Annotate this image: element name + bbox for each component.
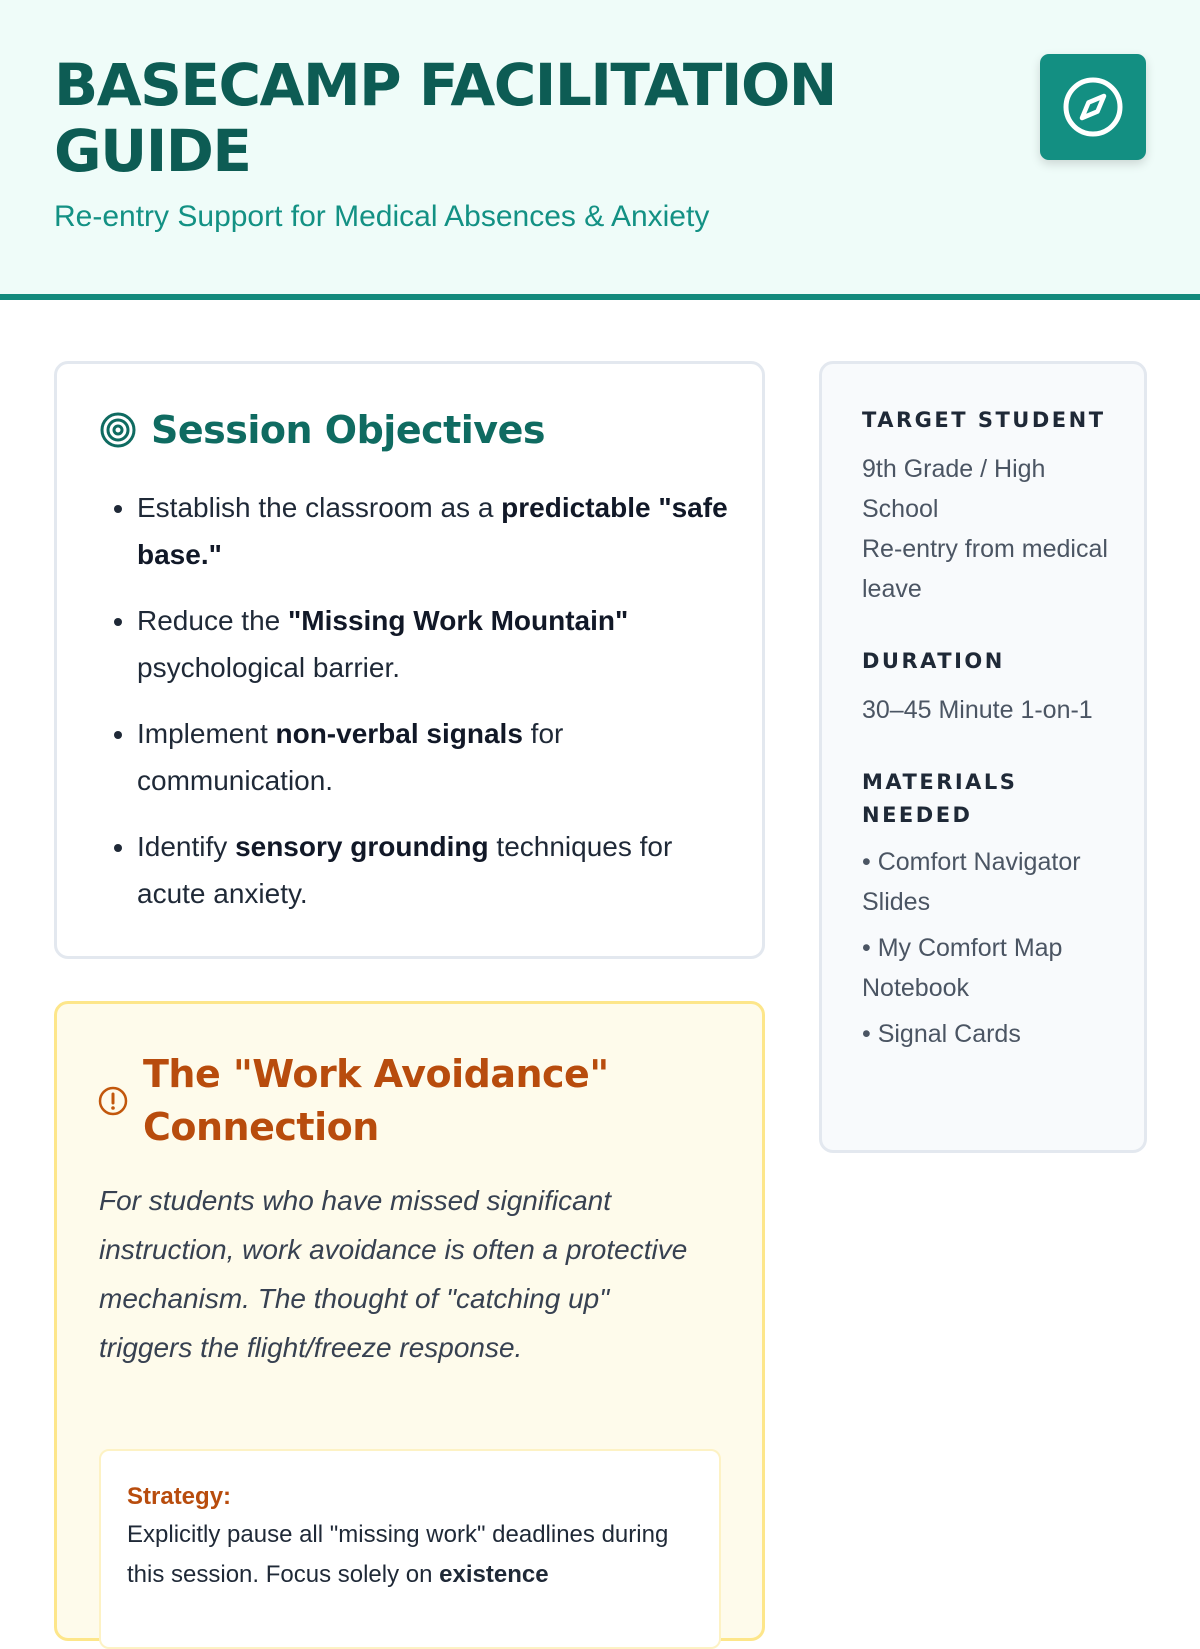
strategy-bold: existence [439, 1561, 549, 1588]
compass-button[interactable] [1040, 54, 1146, 160]
session-info-sidebar [819, 361, 1147, 1153]
materials-label: MATERIALS NEEDED [862, 770, 1018, 827]
strategy-label: Strategy: [127, 1483, 232, 1510]
list-item: • Signal Cards [862, 1020, 1021, 1048]
warning-header [97, 1048, 663, 1154]
duration-value: 30–45 Minute 1-on-1 [862, 696, 1093, 724]
strategy-box [99, 1449, 721, 1649]
warning-title: The "Work Avoidance" Connection [143, 1052, 609, 1149]
work-avoidance-card [54, 1001, 765, 1641]
objective-item: • Establish the classroom as a predictable "safe base." [137, 484, 737, 578]
objectives-list [111, 484, 737, 936]
objective-item: • Reduce the "Missing Work Mountain" psychological barrier. [137, 597, 737, 691]
strategy-text: Explicitly pause all "missing work" deadlines during this session. Focus solely on [127, 1521, 669, 1588]
objectives-title: Session Objectives [151, 408, 545, 452]
target-icon [99, 411, 137, 449]
target-student-label: TARGET STUDENT [862, 408, 1106, 432]
list-item: • Comfort Navigator Slides [862, 848, 1081, 916]
alert-circle-icon [97, 1085, 129, 1117]
list-item: • My Comfort Map Notebook [862, 934, 1063, 1002]
materials-list [862, 842, 1118, 1054]
page-subtitle: Re-entry Support for Medical Absences & Anxiety [54, 200, 710, 233]
duration-label: DURATION [862, 649, 1005, 673]
objective-item: • Identify sensory grounding techniques for acute anxiety. [137, 823, 737, 917]
page-title: BASECAMP FACILITATION GUIDE [54, 51, 836, 185]
objectives-header [99, 408, 545, 452]
header [0, 0, 1200, 300]
target-student-value: 9th Grade / High School Re-entry from medical leave [862, 455, 1108, 603]
objective-item: • Implement non-verbal signals for communication. [137, 710, 737, 804]
compass-icon [1062, 76, 1124, 138]
warning-body: For students who have missed significant instruction, work avoidance is often a protective mechanism. The thought of "catching up" triggers the flight/freeze response. [99, 1185, 688, 1363]
objectives-card [54, 361, 765, 959]
